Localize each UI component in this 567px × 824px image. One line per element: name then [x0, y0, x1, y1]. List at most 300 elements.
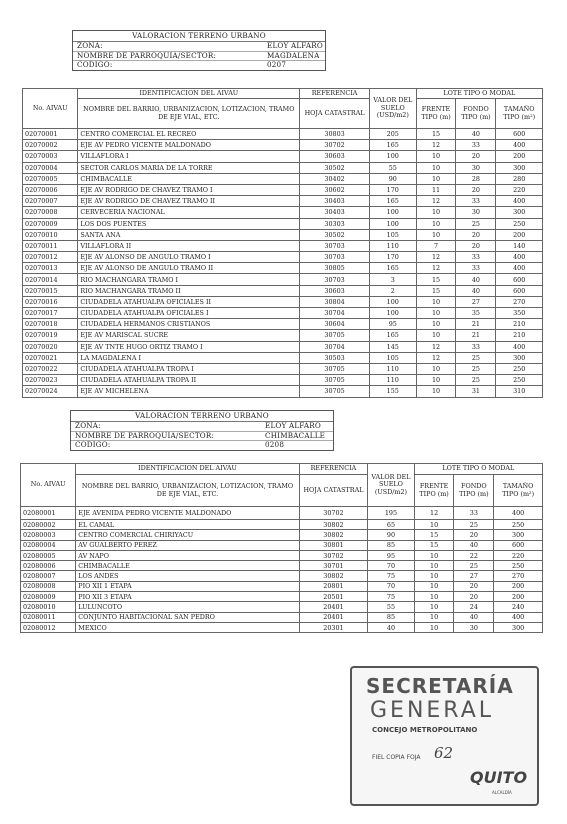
barrio-name-cell: EJE AV ALONSO DE ANGULO TRAMO II [78, 263, 300, 274]
valor-suelo-cell: 75 [368, 592, 414, 602]
aivau-number-cell: 02070007 [23, 196, 78, 207]
col-no-header: No. AIVAU [21, 464, 76, 507]
barrio-name-cell: RIO MACHANGARA TRAMO II [78, 285, 300, 296]
valor-suelo-cell: 205 [370, 129, 417, 140]
ref-group-header: REFERENCIA [299, 464, 368, 475]
fondo-tipo-cell: 27 [454, 571, 494, 581]
frente-tipo-cell: 10 [414, 592, 454, 602]
stamp-line2: GENERAL [370, 698, 495, 723]
fondo-tipo-cell: 30 [456, 162, 496, 173]
tamano-tipo-cell: 400 [496, 263, 543, 274]
hoja-catastral-cell: 30805 [300, 263, 370, 274]
table-row [23, 330, 543, 341]
table-row [23, 173, 543, 184]
barrio-name-cell: CHIMBACALLE [78, 173, 300, 184]
barrio-name-cell: EJE AV ALONSO DE ANGULO TRAMO I [78, 252, 300, 263]
barrio-name-cell: CIUDADELA HERMANOS CRISTIANOS [78, 319, 300, 330]
zona-label: ZONA: [75, 421, 101, 430]
tamano-tipo-cell: 250 [494, 520, 543, 530]
valor-suelo-cell: 110 [370, 240, 417, 251]
section2-rows [21, 507, 543, 633]
barrio-name-cell: EJE AV MICHELENA [78, 386, 300, 397]
tamano-tipo-cell: 400 [496, 252, 543, 263]
tamano-tipo-cell: 300 [494, 530, 543, 540]
ref-header: HOJA CATASTRAL [300, 99, 370, 129]
aivau-number-cell: 02070004 [23, 162, 78, 173]
hoja-catastral-cell: 30803 [300, 129, 370, 140]
aivau-number-cell: 02070024 [23, 386, 78, 397]
aivau-number-cell: 02070023 [23, 375, 78, 386]
tamano-tipo-cell: 300 [494, 622, 543, 632]
frente-tipo-cell: 12 [416, 341, 456, 352]
zona-value: ELOY ALFARO [267, 41, 323, 50]
codigo-value: 0208 [265, 440, 285, 450]
aivau-number-cell: 02080007 [21, 571, 76, 581]
tamano-tipo-cell: 220 [494, 550, 543, 560]
valor-suelo-cell: 105 [370, 229, 417, 240]
aivau-number-cell: 02080001 [21, 507, 76, 520]
valor-suelo-cell: 170 [370, 252, 417, 263]
table-row [21, 507, 543, 520]
hoja-catastral-cell: 30403 [300, 196, 370, 207]
valor-suelo-cell: 110 [370, 363, 417, 374]
ident-group-header: IDENTIFICACION DEL AIVAU [78, 89, 300, 99]
barrio-name-cell: LA MAGDALENA I [78, 352, 300, 363]
hoja-catastral-cell: 20801 [299, 581, 368, 591]
fondo-tipo-cell: 33 [456, 140, 496, 151]
tamano-tipo-cell: 250 [496, 375, 543, 386]
aivau-number-cell: 02070002 [23, 140, 78, 151]
ident-header: NOMBRE DEL BARRIO, URBANIZACION, LOTIZACION, TRAMO DE EJE VIAL, ETC. [76, 475, 299, 507]
fondo-header: FONDO TIPO (m) [454, 475, 494, 507]
valor-suelo-cell: 100 [370, 218, 417, 229]
hoja-catastral-cell: 30704 [300, 341, 370, 352]
stamp-line4: FIEL COPIA FOJA [372, 754, 421, 761]
valor-suelo-cell: 65 [368, 520, 414, 530]
aivau-number-cell: 02080003 [21, 530, 76, 540]
frente-tipo-cell: 15 [414, 530, 454, 540]
tamano-tipo-cell: 400 [496, 140, 543, 151]
frente-tipo-cell: 10 [414, 602, 454, 612]
section2-table [20, 463, 543, 633]
table-row [21, 592, 543, 602]
aivau-number-cell: 02070001 [23, 129, 78, 140]
tamano-tipo-cell: 300 [496, 162, 543, 173]
ref-header: HOJA CATASTRAL [299, 475, 368, 507]
tamano-tipo-cell: 600 [496, 285, 543, 296]
aivau-number-cell: 02080010 [21, 602, 76, 612]
hoja-catastral-cell: 30702 [300, 140, 370, 151]
hoja-catastral-cell: 30503 [300, 352, 370, 363]
zona-value: ELOY ALFARO [265, 421, 321, 430]
valor-suelo-cell: 100 [370, 151, 417, 162]
frente-tipo-cell: 10 [416, 330, 456, 341]
frente-tipo-cell: 10 [416, 375, 456, 386]
valor-suelo-cell: 165 [370, 330, 417, 341]
hoja-catastral-cell: 30403 [300, 207, 370, 218]
aivau-number-cell: 02070019 [23, 330, 78, 341]
section1-title: VALORACION TERRENO URBANO [73, 31, 325, 42]
frente-tipo-cell: 10 [414, 571, 454, 581]
tamano-tipo-cell: 220 [496, 184, 543, 195]
hoja-catastral-cell: 30704 [300, 308, 370, 319]
valor-suelo-cell: 155 [370, 386, 417, 397]
barrio-name-cell: LOS ANDES [76, 571, 299, 581]
lote-group-header: LOTE TIPO O MODAL [414, 464, 542, 475]
valor-suelo-cell: 75 [368, 571, 414, 581]
valor-suelo-cell: 95 [368, 550, 414, 560]
ident-group-header: IDENTIFICACION DEL AIVAU [76, 464, 299, 475]
table-row [23, 162, 543, 173]
valor-suelo-cell: 70 [368, 561, 414, 571]
valor-suelo-cell: 165 [370, 263, 417, 274]
valor-suelo-cell: 165 [370, 140, 417, 151]
barrio-name-cell: EJE AVENIDA PEDRO VICENTE MALDONADO [76, 507, 299, 520]
table-row [21, 540, 543, 550]
tamano-tipo-cell: 310 [496, 386, 543, 397]
aivau-number-cell: 02080012 [21, 622, 76, 632]
valor-header: VALOR DEL SUELO (USD/m2) [368, 464, 414, 507]
tamano-tipo-cell: 240 [494, 602, 543, 612]
aivau-number-cell: 02080011 [21, 612, 76, 622]
parroquia-value: CHIMBACALLE [265, 430, 326, 440]
hoja-catastral-cell: 30802 [299, 571, 368, 581]
valor-suelo-cell: 110 [370, 375, 417, 386]
fondo-tipo-cell: 33 [454, 507, 494, 520]
aivau-number-cell: 02070010 [23, 229, 78, 240]
frente-tipo-cell: 10 [416, 218, 456, 229]
valor-suelo-cell: 85 [368, 612, 414, 622]
hoja-catastral-cell: 30703 [300, 252, 370, 263]
fondo-tipo-cell: 35 [456, 308, 496, 319]
table-row [21, 612, 543, 622]
tamano-tipo-cell: 250 [496, 363, 543, 374]
valor-suelo-cell: 85 [368, 540, 414, 550]
aivau-number-cell: 02070017 [23, 308, 78, 319]
frente-tipo-cell: 12 [416, 140, 456, 151]
stamp-line1: SECRETARÍA [366, 674, 514, 698]
table-row [21, 561, 543, 571]
lote-group-header: LOTE TIPO O MODAL [416, 89, 542, 99]
stamp-folio: 62 [434, 744, 454, 762]
hoja-catastral-cell: 30402 [300, 173, 370, 184]
barrio-name-cell: CERVECERIA NACIONAL [78, 207, 300, 218]
stamp-brand-sub: ALCALDÍA [492, 790, 512, 795]
fondo-tipo-cell: 40 [456, 274, 496, 285]
table-row [21, 571, 543, 581]
barrio-name-cell: SECTOR CARLOS MARIA DE LA TORRE [78, 162, 300, 173]
valor-suelo-cell: 165 [370, 196, 417, 207]
fondo-tipo-cell: 25 [454, 561, 494, 571]
frente-tipo-cell: 12 [414, 507, 454, 520]
fondo-tipo-cell: 33 [456, 252, 496, 263]
aivau-number-cell: 02080006 [21, 561, 76, 571]
hoja-catastral-cell: 30804 [300, 296, 370, 307]
fondo-tipo-cell: 20 [456, 240, 496, 251]
frente-tipo-cell: 10 [414, 520, 454, 530]
aivau-number-cell: 02070006 [23, 184, 78, 195]
table-row [23, 386, 543, 397]
valor-suelo-cell: 100 [370, 296, 417, 307]
table-row [23, 274, 543, 285]
tamano-tipo-cell: 200 [494, 581, 543, 591]
tamano-tipo-cell: 140 [496, 240, 543, 251]
fondo-tipo-cell: 25 [456, 352, 496, 363]
fondo-tipo-cell: 22 [454, 550, 494, 560]
fondo-tipo-cell: 33 [456, 341, 496, 352]
valor-suelo-cell: 2 [370, 285, 417, 296]
fondo-tipo-cell: 21 [456, 319, 496, 330]
frente-header: FRENTE TIPO (m) [414, 475, 454, 507]
hoja-catastral-cell: 30802 [299, 520, 368, 530]
frente-header: FRENTE TIPO (m) [416, 99, 456, 129]
barrio-name-cell: MEXICO [76, 622, 299, 632]
table-row [23, 229, 543, 240]
barrio-name-cell: EL CAMAL [76, 520, 299, 530]
frente-tipo-cell: 10 [414, 581, 454, 591]
table-row [23, 184, 543, 195]
ref-group-header: REFERENCIA [300, 89, 370, 99]
hoja-catastral-cell: 30603 [300, 151, 370, 162]
fondo-tipo-cell: 20 [454, 592, 494, 602]
barrio-name-cell: CENTRO COMERCIAL EL RECREO [78, 129, 300, 140]
table-row [21, 581, 543, 591]
aivau-number-cell: 02070021 [23, 352, 78, 363]
frente-tipo-cell: 10 [416, 207, 456, 218]
valor-suelo-cell: 90 [370, 173, 417, 184]
tamano-tipo-cell: 280 [496, 173, 543, 184]
hoja-catastral-cell: 30502 [300, 229, 370, 240]
aivau-number-cell: 02070005 [23, 173, 78, 184]
frente-tipo-cell: 10 [416, 319, 456, 330]
tamano-tipo-cell: 200 [494, 592, 543, 602]
fondo-tipo-cell: 31 [456, 386, 496, 397]
table-row [23, 263, 543, 274]
barrio-name-cell: VILLAFLORA II [78, 240, 300, 251]
barrio-name-cell: CIUDADELA ATAHUALPA TROPA II [78, 375, 300, 386]
barrio-name-cell: CIUDADELA ATAHUALPA OFICIALES I [78, 308, 300, 319]
table-row [23, 296, 543, 307]
valor-suelo-cell: 195 [368, 507, 414, 520]
barrio-name-cell: CIUDADELA ATAHUALPA TROPA I [78, 363, 300, 374]
table-row [21, 520, 543, 530]
table-row [23, 352, 543, 363]
frente-tipo-cell: 10 [414, 622, 454, 632]
tamano-tipo-cell: 250 [496, 218, 543, 229]
fondo-tipo-cell: 24 [454, 602, 494, 612]
fondo-tipo-cell: 25 [456, 363, 496, 374]
frente-tipo-cell: 10 [414, 561, 454, 571]
valor-suelo-cell: 170 [370, 184, 417, 195]
fondo-tipo-cell: 20 [454, 530, 494, 540]
tamano-tipo-cell: 200 [496, 151, 543, 162]
table-row [23, 151, 543, 162]
fondo-tipo-cell: 25 [456, 218, 496, 229]
valor-suelo-cell: 3 [370, 274, 417, 285]
barrio-name-cell: EJE AV TNTE HUGO ORTIZ TRAMO I [78, 341, 300, 352]
tamano-tipo-cell: 270 [494, 571, 543, 581]
codigo-label: CODIGO: [77, 60, 113, 70]
hoja-catastral-cell: 30701 [299, 561, 368, 571]
codigo-value: 0207 [267, 60, 287, 70]
tamano-tipo-cell: 600 [496, 129, 543, 140]
fondo-tipo-cell: 28 [456, 173, 496, 184]
fondo-tipo-cell: 40 [454, 540, 494, 550]
frente-tipo-cell: 10 [416, 162, 456, 173]
tamano-tipo-cell: 400 [494, 612, 543, 622]
valor-suelo-cell: 100 [370, 207, 417, 218]
barrio-name-cell: EJE AV MARISCAL SUCRE [78, 330, 300, 341]
hoja-catastral-cell: 30802 [299, 530, 368, 540]
table-row [21, 550, 543, 560]
barrio-name-cell: CHIMBACALLE [76, 561, 299, 571]
frente-tipo-cell: 10 [416, 386, 456, 397]
hoja-catastral-cell: 30801 [299, 540, 368, 550]
parroquia-label: NOMBRE DE PARROQUIA/SECTOR: [75, 430, 215, 440]
hoja-catastral-cell: 30703 [300, 240, 370, 251]
hoja-catastral-cell: 30705 [300, 375, 370, 386]
tamano-tipo-cell: 200 [496, 229, 543, 240]
frente-tipo-cell: 15 [416, 129, 456, 140]
fondo-tipo-cell: 33 [456, 263, 496, 274]
table-row [23, 375, 543, 386]
valor-header: VALOR DEL SUELO (USD/m2) [370, 89, 417, 129]
valor-suelo-cell: 55 [368, 602, 414, 612]
hoja-catastral-cell: 20301 [299, 622, 368, 632]
valor-suelo-cell: 90 [368, 530, 414, 540]
table-row [23, 129, 543, 140]
hoja-catastral-cell: 20401 [299, 602, 368, 612]
tamano-tipo-cell: 400 [496, 341, 543, 352]
table-row [21, 602, 543, 612]
barrio-name-cell: EJE AV RODRIGO DE CHAVEZ TRAMO I [78, 184, 300, 195]
parroquia-label: NOMBRE DE PARROQUIA/SECTOR: [77, 50, 217, 60]
frente-tipo-cell: 12 [416, 352, 456, 363]
tamano-tipo-cell: 600 [494, 540, 543, 550]
table-row [23, 308, 543, 319]
valor-suelo-cell: 95 [370, 319, 417, 330]
section1-table [22, 88, 543, 398]
valor-suelo-cell: 55 [370, 162, 417, 173]
hoja-catastral-cell: 30705 [300, 363, 370, 374]
aivau-number-cell: 02080004 [21, 540, 76, 550]
barrio-name-cell: SANTA ANA [78, 229, 300, 240]
aivau-number-cell: 02080002 [21, 520, 76, 530]
fondo-tipo-cell: 40 [456, 129, 496, 140]
section2-title: VALORACION TERRENO URBANO [71, 411, 333, 422]
hoja-catastral-cell: 20401 [299, 612, 368, 622]
table-row [23, 218, 543, 229]
secretaria-stamp [350, 666, 539, 806]
valor-suelo-cell: 145 [370, 341, 417, 352]
hoja-catastral-cell: 30603 [300, 285, 370, 296]
stamp-line3: CONCEJO METROPOLITANO [372, 726, 478, 734]
valor-suelo-cell: 105 [370, 352, 417, 363]
tamano-tipo-cell: 400 [496, 196, 543, 207]
hoja-catastral-cell: 30705 [300, 330, 370, 341]
barrio-name-cell: CONJUNTO HABITACIONAL SAN PEDRO [76, 612, 299, 622]
barrio-name-cell: AV GUALBERTO PEREZ [76, 540, 299, 550]
tamano-tipo-cell: 600 [496, 274, 543, 285]
barrio-name-cell: RIO MACHANGARA TRAMO I [78, 274, 300, 285]
aivau-number-cell: 02070018 [23, 319, 78, 330]
frente-tipo-cell: 10 [416, 151, 456, 162]
barrio-name-cell: PIO XII 3 ETAPA [76, 592, 299, 602]
hoja-catastral-cell: 30502 [300, 162, 370, 173]
fondo-tipo-cell: 30 [456, 207, 496, 218]
section2-header [70, 410, 334, 451]
aivau-number-cell: 02070012 [23, 252, 78, 263]
frente-tipo-cell: 10 [416, 308, 456, 319]
aivau-number-cell: 02070016 [23, 296, 78, 307]
frente-tipo-cell: 15 [416, 274, 456, 285]
frente-tipo-cell: 10 [414, 550, 454, 560]
ident-header: NOMBRE DEL BARRIO, URBANIZACION, LOTIZACION, TRAMO DE EJE VIAL, ETC. [78, 99, 300, 129]
tamano-header: TAMAÑO TIPO (m²) [496, 99, 543, 129]
frente-tipo-cell: 15 [414, 540, 454, 550]
barrio-name-cell: EJE AV PEDRO VICENTE MALDONADO [78, 140, 300, 151]
fondo-tipo-cell: 27 [456, 296, 496, 307]
barrio-name-cell: CENTRO COMERCIAL CHIRIYACU [76, 530, 299, 540]
table-row [21, 622, 543, 632]
frente-tipo-cell: 12 [416, 263, 456, 274]
frente-tipo-cell: 10 [414, 612, 454, 622]
barrio-name-cell: CIUDADELA ATAHUALPA OFICIALES II [78, 296, 300, 307]
frente-tipo-cell: 12 [416, 196, 456, 207]
barrio-name-cell: LULUNCOTO [76, 602, 299, 612]
stamp-brand: QUITO [470, 768, 528, 787]
section1-rows [23, 129, 543, 398]
hoja-catastral-cell: 30604 [300, 319, 370, 330]
table-row [23, 319, 543, 330]
zona-label: ZONA: [77, 41, 103, 50]
barrio-name-cell: AV NAPO [76, 550, 299, 560]
fondo-tipo-cell: 21 [456, 330, 496, 341]
tamano-tipo-cell: 210 [496, 319, 543, 330]
table-row [23, 252, 543, 263]
tamano-tipo-cell: 400 [494, 507, 543, 520]
parroquia-value: MAGDALENA [267, 50, 320, 60]
tamano-tipo-cell: 210 [496, 330, 543, 341]
section1-header [72, 30, 326, 71]
barrio-name-cell: EJE AV RODRIGO DE CHAVEZ TRAMO II [78, 196, 300, 207]
valor-suelo-cell: 40 [368, 622, 414, 632]
table-row [23, 196, 543, 207]
frente-tipo-cell: 7 [416, 240, 456, 251]
aivau-number-cell: 02070008 [23, 207, 78, 218]
fondo-tipo-cell: 20 [454, 581, 494, 591]
tamano-tipo-cell: 270 [496, 296, 543, 307]
frente-tipo-cell: 10 [416, 363, 456, 374]
table-row [23, 341, 543, 352]
table-row [23, 285, 543, 296]
aivau-number-cell: 02070022 [23, 363, 78, 374]
fondo-header: FONDO TIPO (m) [456, 99, 496, 129]
col-no-header: No. AIVAU [23, 89, 78, 129]
frente-tipo-cell: 10 [416, 296, 456, 307]
fondo-tipo-cell: 40 [454, 612, 494, 622]
aivau-number-cell: 02080008 [21, 581, 76, 591]
barrio-name-cell: PIO XII 1 ETAPA [76, 581, 299, 591]
hoja-catastral-cell: 20501 [299, 592, 368, 602]
fondo-tipo-cell: 25 [456, 375, 496, 386]
frente-tipo-cell: 10 [416, 229, 456, 240]
fondo-tipo-cell: 30 [454, 622, 494, 632]
table-row [23, 140, 543, 151]
frente-tipo-cell: 15 [416, 285, 456, 296]
hoja-catastral-cell: 30703 [300, 274, 370, 285]
tamano-tipo-cell: 300 [496, 207, 543, 218]
